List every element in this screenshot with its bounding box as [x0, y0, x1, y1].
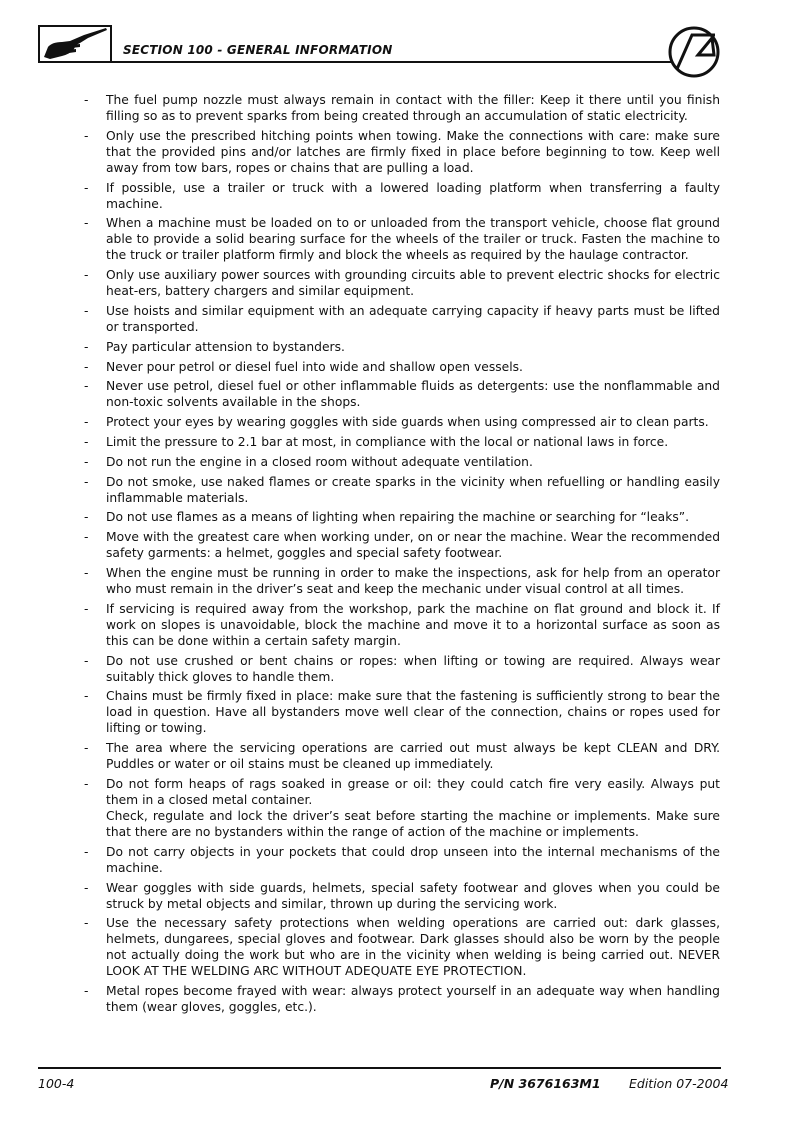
list-bullet: -: [84, 653, 89, 668]
list-item-text: Pay particular attension to bystanders.: [106, 339, 345, 354]
list-item-text: Do not use flames as a means of lighting when repairing the machine or searching for “leaks”.: [106, 510, 690, 525]
list-item-text: Do not carry objects in your pockets that could drop unseen into the internal mechanisms of the machine.: [106, 844, 720, 875]
list-bullet: -: [84, 601, 89, 616]
list-item: [84, 215, 720, 263]
list-item: [84, 359, 720, 375]
list-item-text: Only use auxiliary power sources with grounding circuits able to prevent electric shocks for electric heat-ers, battery chargers and similar equipment.: [106, 268, 720, 299]
list-item: [84, 880, 720, 912]
list-item: [84, 776, 720, 840]
list-bullet: -: [84, 415, 89, 430]
list-item: [84, 601, 720, 649]
list-item-text: Chains must be firmly fixed in place: make sure that the fastening is sufficiently strong to bear the load in question. Have all bystanders move well clear of the connection, chains or ropes used for lifting or towing.: [106, 689, 720, 736]
list-item-text: Protect your eyes by wearing goggles with side guards when using compressed air to clean parts.: [106, 415, 709, 430]
edition-label: Edition 07-2004: [629, 1076, 729, 1091]
list-item-text: When the engine must be running in order to make the inspections, ask for help from an operator who must remain in the driver’s seat and keep the mechanic under visual control at all times.: [106, 565, 720, 596]
list-item: [84, 92, 720, 124]
list-item: [84, 844, 720, 876]
list-item-text: Limit the pressure to 2.1 bar at most, in compliance with the local or national laws in force.: [106, 434, 669, 449]
list-item: [84, 339, 720, 355]
list-bullet: -: [84, 474, 89, 489]
list-item: [84, 303, 720, 335]
part-number: P/N 3676163M1: [490, 1076, 601, 1091]
list-item-text: The area where the servicing operations are carried out must always be kept CLEAN and DRY. Puddles or water or oil stains must be cleaned up immediately.: [106, 741, 720, 772]
list-item-text: Wear goggles with side guards, helmets, special safety footwear and gloves when you could be struck by metal objects and similar, thrown up during the servicing work.: [106, 880, 720, 911]
list-bullet: -: [84, 216, 89, 231]
list-item: [84, 474, 720, 506]
list-bullet: -: [84, 180, 89, 195]
list-item: [84, 529, 720, 561]
list-item-text: Use hoists and similar equipment with an adequate carrying capacity if heavy parts must be lifted or transported.: [106, 303, 720, 334]
list-item: [84, 434, 720, 450]
page-number: 100-4: [38, 1076, 75, 1091]
safety-instructions-list: [84, 92, 720, 1019]
header-divider: [112, 61, 672, 63]
brand-logo: [667, 25, 721, 79]
list-item-text: Move with the greatest care when working under, on or near the machine. Wear the recommended safety garments: a helmet, goggles and special safety footwear.: [106, 530, 720, 561]
list-bullet: -: [84, 303, 89, 318]
footer-divider: [38, 1067, 721, 1069]
list-bullet: -: [84, 379, 89, 394]
list-item: [84, 378, 720, 410]
list-bullet: -: [84, 916, 89, 931]
list-item-text: If servicing is required away from the workshop, park the machine on flat ground and block it. If work on slopes is unavoidable, block the machine and move it to a horizontal surface as soon as this can be done within a certain safety margin.: [106, 601, 720, 648]
list-bullet: -: [84, 530, 89, 545]
list-item-text: Do not run the engine in a closed room without adequate ventilation.: [106, 454, 533, 469]
list-item: [84, 565, 720, 597]
list-bullet: -: [84, 454, 89, 469]
list-item: [84, 128, 720, 176]
list-item-text: Never use petrol, diesel fuel or other inflammable fluids as detergents: use the nonflammable and non-toxic solvents available in the shops.: [106, 379, 720, 410]
list-item: [84, 983, 720, 1015]
list-bullet: -: [84, 565, 89, 580]
list-item-text: Only use the prescribed hitching points when towing. Make the connections with care: make sure that the provided pins and/or latches are firmly fixed in place before beginning to tow. Keep well away from tow bars, ropes or chains that are pulling a load.: [106, 128, 720, 175]
list-bullet: -: [84, 984, 89, 999]
list-bullet: -: [84, 268, 89, 283]
list-item: [84, 267, 720, 299]
list-item-text: Check, regulate and lock the driver’s seat before starting the machine or implements. Make sure that there are no bystanders within the range of action of the machine or implements.: [106, 808, 720, 839]
section-title: SECTION 100 - GENERAL INFORMATION: [123, 43, 393, 57]
list-bullet: -: [84, 434, 89, 449]
list-item-text: Use the necessary safety protections when welding operations are carried out: dark glasses, helmets, dungarees, special gloves and footwear. Dark glasses should also be worn by the people not actually doing the work but who are in the vicinity when welding is being carried out. NEVER LOOK AT THE WELDING ARC WITHOUT ADEQUATE EYE PROTECTION.: [106, 916, 720, 979]
list-item-text: Do not use crushed or bent chains or ropes: when lifting or towing are required. Always wear suitably thick gloves to handle them.: [106, 653, 720, 684]
list-bullet: -: [84, 359, 89, 374]
list-item: [84, 454, 720, 470]
list-item: [84, 414, 720, 430]
list-bullet: -: [84, 339, 89, 354]
list-item-text: Do not smoke, use naked flames or create sparks in the vicinity when refuelling or handling easily inflammable materials.: [106, 474, 720, 505]
list-item-text: Never pour petrol or diesel fuel into wide and shallow open vessels.: [106, 359, 523, 374]
page-header: [0, 0, 794, 90]
list-bullet: -: [84, 880, 89, 895]
list-item-text: If possible, use a trailer or truck with a lowered loading platform when transferring a faulty machine.: [106, 180, 720, 211]
list-bullet: -: [84, 128, 89, 143]
list-item: [84, 653, 720, 685]
list-item: [84, 180, 720, 212]
list-item: [84, 688, 720, 736]
list-bullet: -: [84, 844, 89, 859]
list-item-text: Do not form heaps of rags soaked in grease or oil: they could catch fire very easily. Always put them in a closed metal container.: [106, 776, 720, 807]
list-item-text: The fuel pump nozzle must always remain in contact with the filler: Keep it there until you finish filling so as to prevent sparks from being created through an accumulation of static electricity.: [106, 93, 720, 123]
list-item-text: Metal ropes become frayed with wear: always protect yourself in an adequate way when handling them (wear gloves, goggles, etc.).: [106, 984, 720, 1015]
list-bullet: -: [84, 776, 89, 791]
list-item-text: When a machine must be loaded on to or unloaded from the transport vehicle, choose flat ground able to provide a solid bearing surface for the wheels of the trailer or truck. Fasten the machine to the truck or trailer platform firmly and block the wheels as required by the haulage contractor.: [106, 216, 720, 263]
list-bullet: -: [84, 510, 89, 525]
list-bullet: -: [84, 689, 89, 704]
list-item: [84, 509, 720, 525]
pointing-hand-icon: [38, 25, 112, 63]
list-bullet: -: [84, 93, 89, 107]
list-item: [84, 740, 720, 772]
list-item: [84, 915, 720, 979]
list-bullet: -: [84, 741, 89, 756]
